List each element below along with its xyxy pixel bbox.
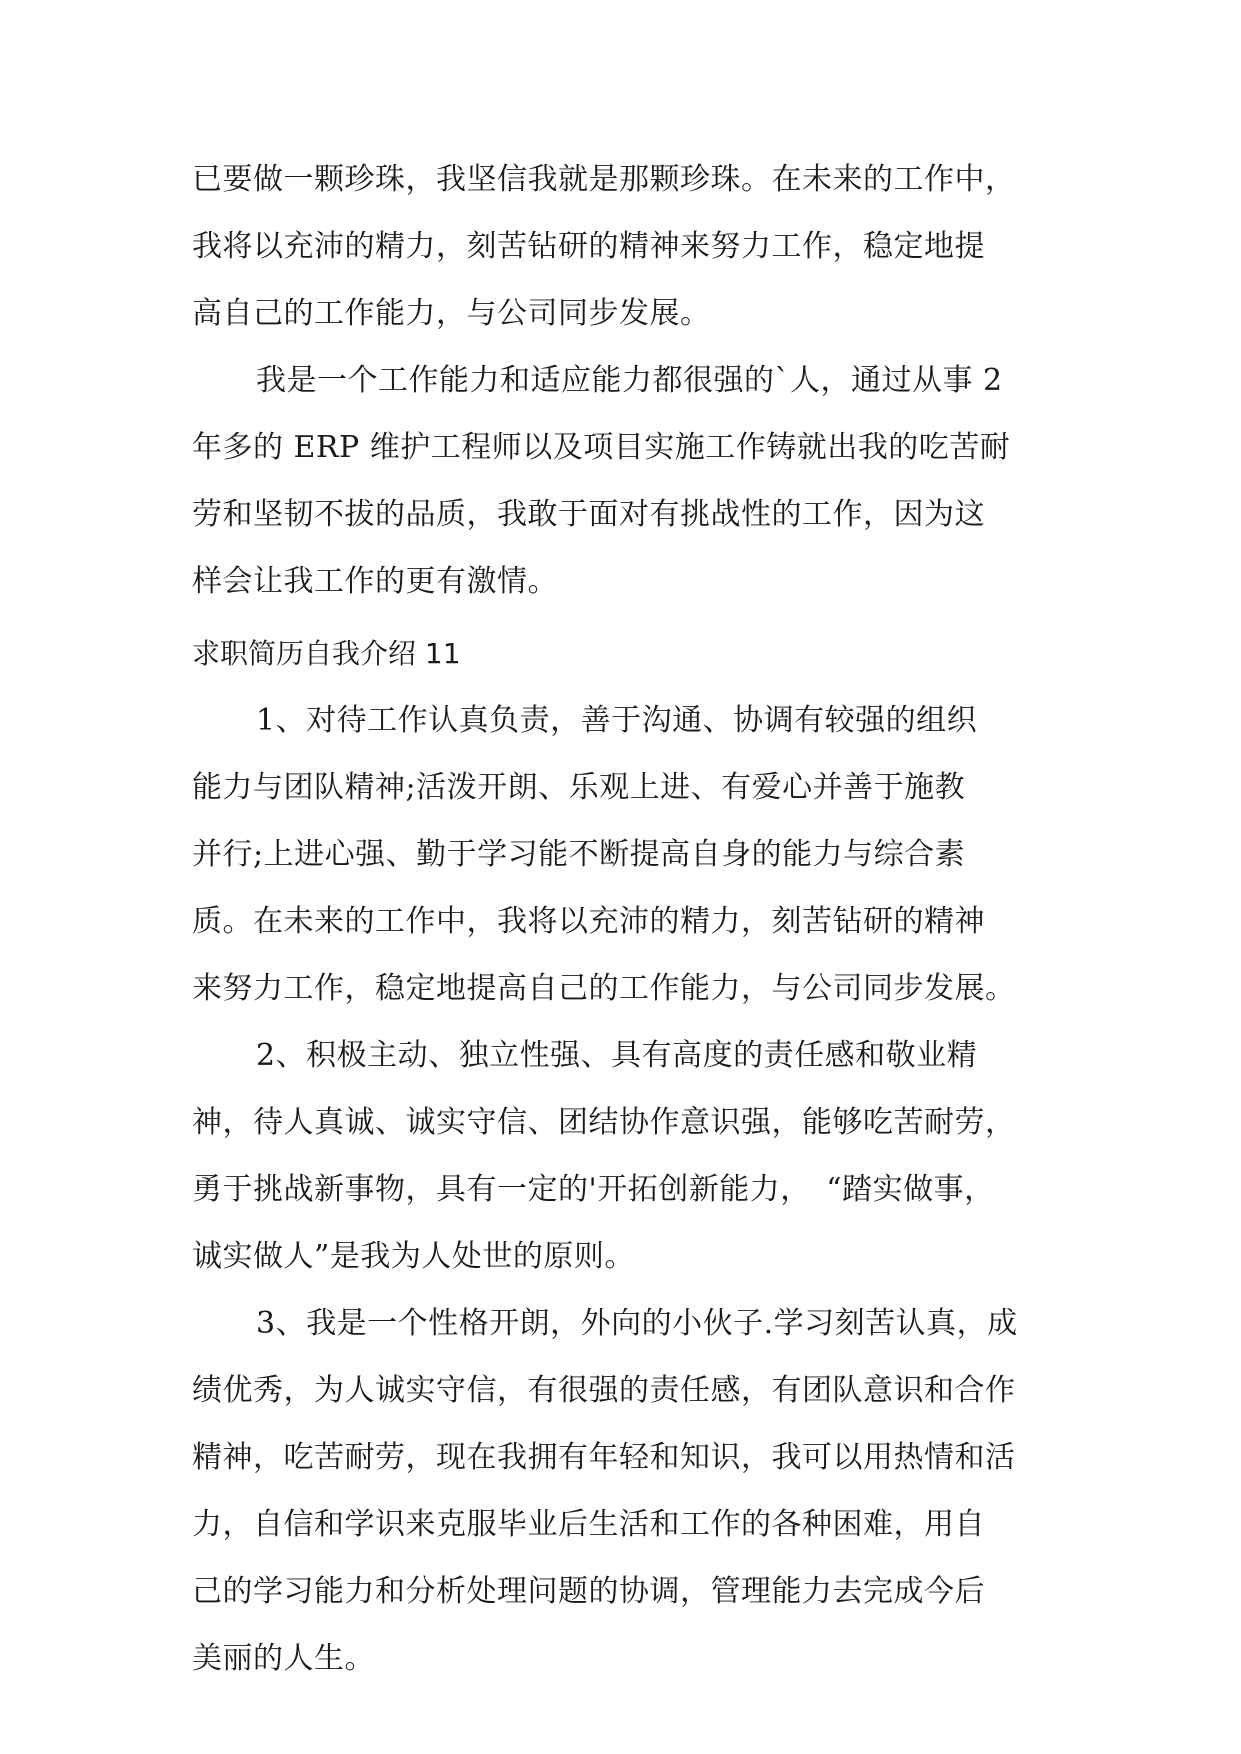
paragraph-item-1 [192, 687, 1052, 1022]
text-line: 劳和坚韧不拔的品质，我敢于面对有挑战性的工作，因为这 [192, 497, 985, 532]
paragraph-ability [192, 347, 1052, 615]
text-line: 样会让我工作的更有激情。 [192, 564, 558, 599]
text-line: 1、对待工作认真负责，善于沟通、协调有较强的组织 [256, 703, 978, 738]
text-line: 勇于挑战新事物，具有一定的'开拓创新能力， “踏实做事， [192, 1172, 995, 1207]
text-line: 己的学习能力和分析处理问题的协调，管理能力去完成今后 [192, 1574, 985, 1609]
section-heading: 求职简历自我介绍 11 [192, 637, 461, 670]
text-line: 精神，吃苦耐劳，现在我拥有年轻和知识，我可以用热情和活 [192, 1440, 1016, 1475]
text-line: 神，待人真诚、诚实守信、团结协作意识强，能够吃苦耐劳， [192, 1105, 1016, 1140]
text-block-bottom [192, 687, 1052, 1692]
text-line: 高自己的工作能力，与公司同步发展。 [192, 296, 711, 331]
text-line: 我是一个工作能力和适应能力都很强的`人，通过从事 2 [256, 363, 1003, 398]
text-line: 年多的 ERP 维护工程师以及项目实施工作铸就出我的吃苦耐 [192, 430, 1011, 465]
paragraph-continuation [192, 146, 1052, 347]
text-line: 已要做一颗珍珠，我坚信我就是那颗珍珠。在未来的工作中， [192, 162, 1016, 197]
text-line: 我将以充沛的精力，刻苦钻研的精神来努力工作，稳定地提 [192, 229, 985, 264]
text-line: 质。在未来的工作中，我将以充沛的精力，刻苦钻研的精神 [192, 904, 985, 939]
paragraph-item-3 [192, 1290, 1052, 1692]
text-line: 诚实做人”是我为人处世的原则。 [192, 1239, 635, 1274]
text-line: 2、积极主动、独立性强、具有高度的责任感和敬业精 [256, 1038, 978, 1073]
paragraph-item-2 [192, 1022, 1052, 1290]
text-line: 来努力工作，稳定地提高自己的工作能力，与公司同步发展。 [192, 971, 1016, 1006]
text-line: 3、我是一个性格开朗，外向的小伙子.学习刻苦认真，成 [256, 1306, 1018, 1341]
text-block-top [192, 146, 1052, 615]
text-line: 并行;上进心强、勤于学习能不断提高自身的能力与综合素 [192, 837, 966, 872]
text-line: 力，自信和学识来克服毕业后生活和工作的各种困难，用自 [192, 1507, 985, 1542]
text-line: 绩优秀，为人诚实守信，有很强的责任感，有团队意识和合作 [192, 1373, 1016, 1408]
text-line: 美丽的人生。 [192, 1641, 375, 1676]
text-line: 能力与团队精神;活泼开朗、乐观上进、有爱心并善于施教 [192, 770, 966, 805]
